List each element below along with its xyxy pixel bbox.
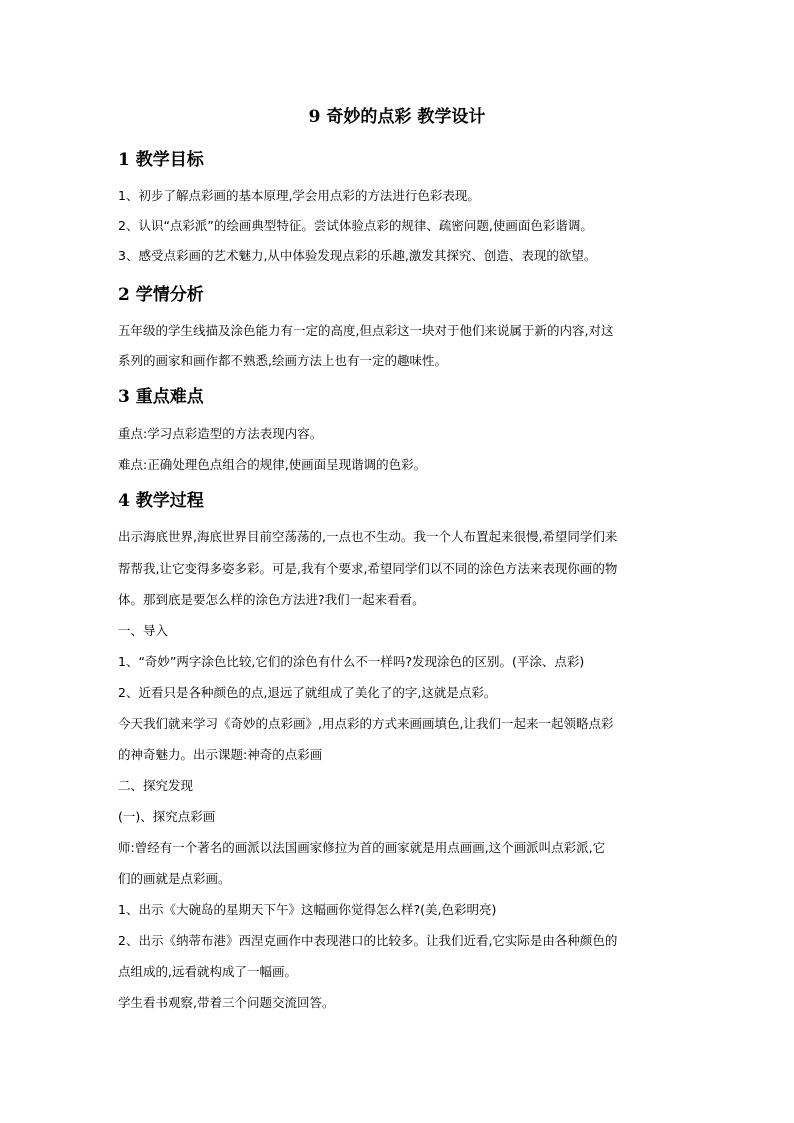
paragraph-line: 出示海底世界,海底世界目前空荡荡的,一点也不生动。我一个人布置起来很慢,希望同学们来 (118, 529, 618, 544)
paragraph-line: 1、初步了解点彩画的基本原理,学会用点彩的方法进行色彩表现。 (118, 188, 480, 203)
paragraph-line: 2、认识“点彩派”的绘画典型特征。尝试体验点彩的规律、疏密问题,使画面色彩谐调。 (118, 218, 593, 233)
paragraph-line: 学生看书观察,带着三个问题交流回答。 (118, 995, 335, 1010)
paragraph-line: 师:曾经有一个著名的画派以法国画家修拉为首的画家就是用点画画,这个画派叫点彩派,它 (118, 840, 606, 855)
paragraph-line: 2、出示《纳蒂布港》西涅克画作中表现港口的比较多。让我们近看,它实际是由各种颜色的 (118, 933, 618, 948)
paragraph-line: 一、导入 (118, 623, 169, 638)
paragraph-line: 重点:学习点彩造型的方法表现内容。 (118, 426, 323, 441)
document-title: 9 奇妙的点彩 教学设计 (308, 107, 486, 127)
paragraph-line: 体。那到底是要怎么样的涂色方法进?我们一起来看看。 (118, 592, 425, 607)
paragraph-line: 3、感受点彩画的艺术魅力,从中体验发现点彩的乐趣,激发其探究、创造、表现的欲望。 (118, 248, 597, 263)
paragraph-line: 2、近看只是各种颜色的点,退远了就组成了美化了的字,这就是点彩。 (118, 685, 497, 700)
section-heading-process: 4 教学过程 (118, 491, 204, 511)
paragraph-line: 点组成的,远看就构成了一幅画。 (118, 964, 297, 979)
paragraph-line: 1、出示《大碗岛的星期天下午》这幅画你觉得怎么样?(美,色彩明亮) (118, 902, 497, 917)
paragraph-line: 二、探究发现 (118, 778, 194, 793)
paragraph-line: 今天我们就来学习《奇妙的点彩画》,用点彩的方式来画画填色,让我们一起来一起领略点彩 (118, 716, 614, 731)
paragraph-line: 难点:正确处理色点组合的规律,使画面呈现谐调的色彩。 (118, 457, 427, 472)
paragraph-line: (一)、探究点彩画 (118, 809, 216, 824)
section-heading-key-points: 3 重点难点 (118, 387, 204, 407)
paragraph-line: 1、“奇妙”两字涂色比较,它们的涂色有什么不一样吗?发现涂色的区别。(平涂、点彩) (118, 654, 585, 669)
paragraph-line: 系列的画家和画作都不熟悉,绘画方法上也有一定的趣味性。 (118, 353, 447, 368)
paragraph-line: 帮帮我,让它变得多姿多彩。可是,我有个要求,希望同学们以不同的涂色方法来表现你画的物 (118, 561, 618, 576)
paragraph-line: 五年级的学生线描及涂色能力有一定的高度,但点彩这一块对于他们来说属于新的内容,对这 (118, 323, 614, 338)
section-heading-analysis: 2 学情分析 (118, 285, 204, 305)
paragraph-line: 的神奇魅力。出示课题:神奇的点彩画 (118, 747, 323, 762)
section-heading-objectives: 1 教学目标 (118, 150, 204, 170)
paragraph-line: 们的画就是点彩画。 (118, 871, 231, 886)
